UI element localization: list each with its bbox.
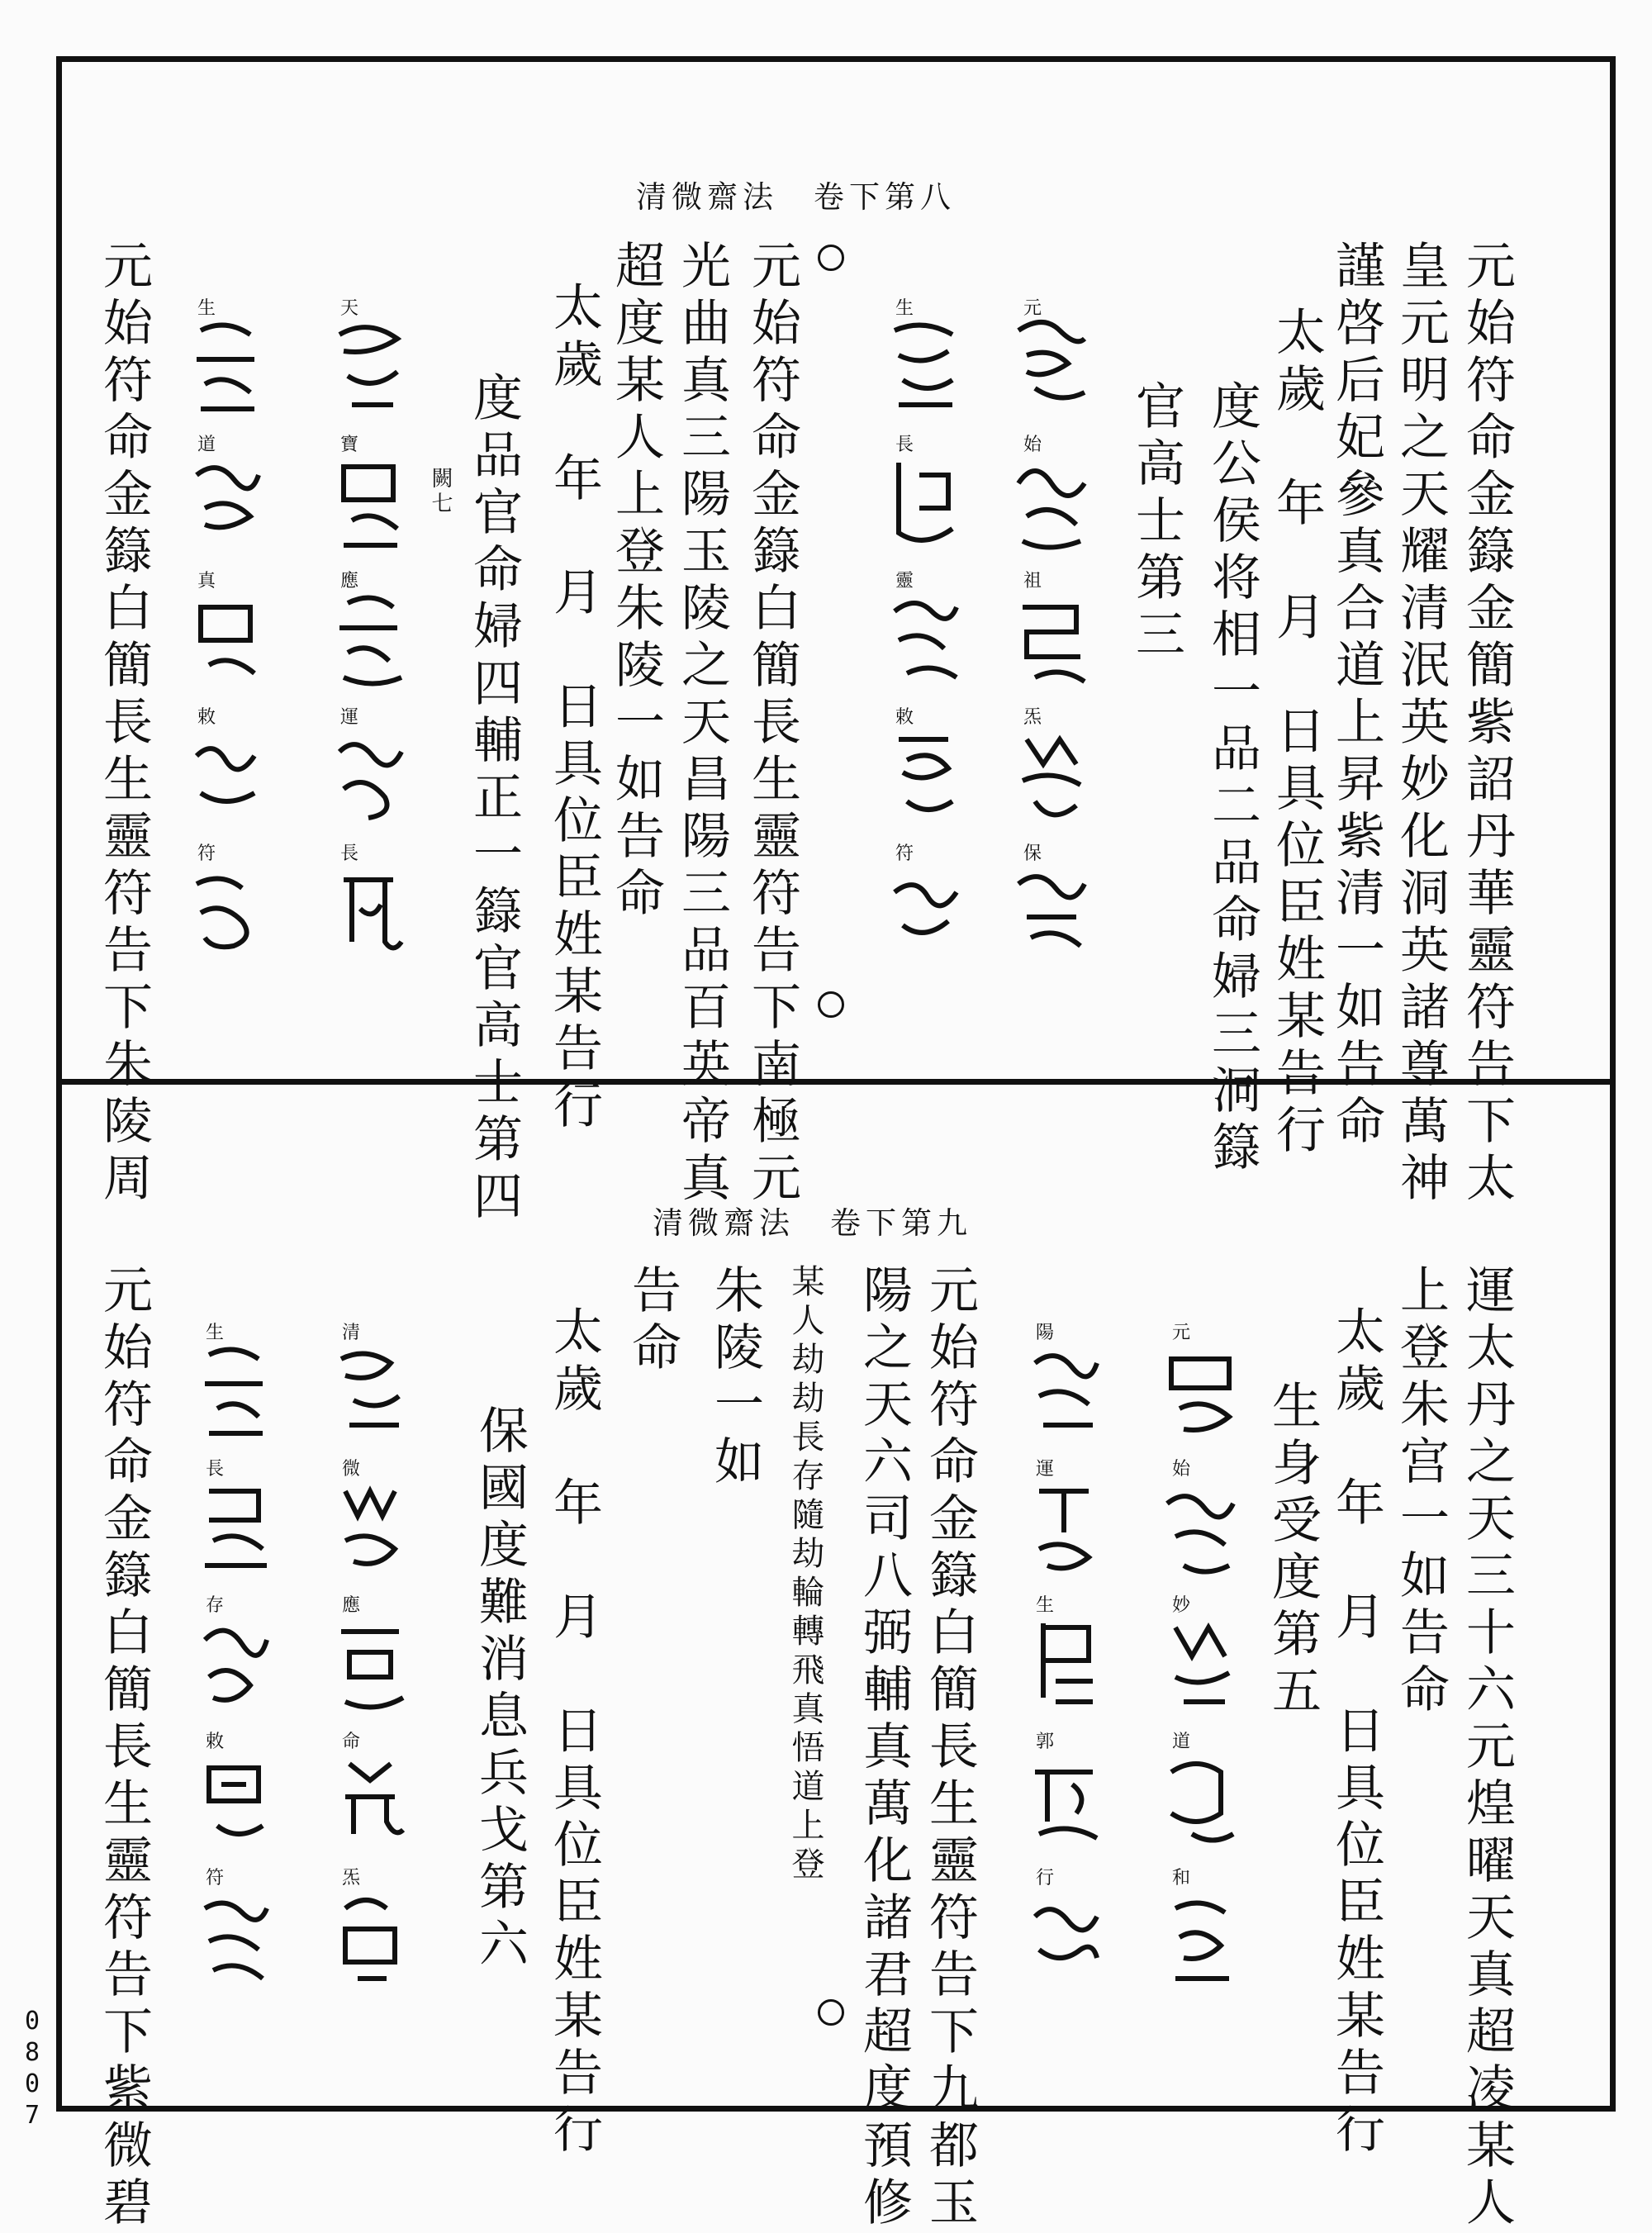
seal-glyph: 妙 [1144,1594,1251,1731]
top-column-2: 皇元明之天耀清泯英妙化洞英諸尊萬神 [1392,240,1450,1209]
seal-glyph: 生 [1008,1594,1115,1731]
seal-glyph: 保 [995,843,1103,979]
seal-glyph: 道 [1144,1731,1251,1867]
seal-glyph: 寶 [312,434,420,570]
seal-glyph: 靈 [867,570,975,706]
seal-glyph: 應 [312,570,420,706]
top-column-5: 度公侯将相一品二品命婦三洞籙 [1203,380,1261,1178]
seal-glyph: 道 [169,434,277,570]
bottom-column-10: 太歲 年 月 日具位臣姓某告行 [545,1305,603,2160]
seal-glyph: 郭 [1008,1731,1115,1867]
seal-glyph: 陽 [1008,1322,1115,1458]
page-number: 0 8 0 7 [24,2007,40,2130]
seal-glyph: 生 [169,297,277,434]
seal-glyph: 符 [169,843,277,979]
seal-glyph: 長 [867,434,975,570]
seal-glyph: 清 [314,1322,421,1458]
circle-mark [818,1999,844,2026]
bottom-page-header: 清微齋法 卷下第九 [653,1205,972,1241]
top-page-header: 清微齋法 卷下第八 [636,179,956,215]
top-seal-column-4 [169,297,277,979]
top-column-3: 謹啓后妃參真合道上昇紫清一如告命 [1327,240,1385,1152]
seal-glyph: 符 [178,1867,285,2003]
top-column-4: 太歲 年 月 日具位臣姓某告行 [1268,306,1326,1161]
bottom-seal-column-2 [1008,1322,1115,2003]
bottom-column-7: 某人劫劫長存隨劫輪轉飛真悟道上登 [786,1264,824,1885]
top-seal-column-1 [995,297,1103,979]
top-note: 闕七 [428,467,453,516]
seal-glyph: 命 [314,1731,421,1867]
top-column-10: 太歲 年 月 日具位臣姓某告行 [545,281,603,1136]
bottom-seal-column-3 [314,1322,421,2003]
top-seal-column-2 [867,297,975,979]
bottom-column-4: 生身受度第五 [1264,1380,1322,1722]
bottom-column-12: 元始符命金籙白簡長生靈符告下紫微碧 [95,1264,153,2233]
seal-glyph: 和 [1144,1867,1251,2003]
seal-glyph: 真 [169,570,277,706]
seal-glyph: 炁 [314,1867,421,2003]
circle-mark [818,991,844,1018]
seal-glyph: 生 [178,1322,285,1458]
bottom-column-1: 運太丹之天三十六元煌曜天真超凌某人 [1458,1264,1516,2233]
bottom-column-11: 保國度難消息兵戈第六 [471,1404,529,1974]
seal-glyph: 符 [867,843,975,979]
seal-glyph: 應 [314,1594,421,1731]
top-column-8: 光曲真三陽玉陵之天昌陽三品百英帝真 [673,240,731,1209]
seal-glyph: 元 [995,297,1103,434]
seal-glyph: 運 [312,706,420,843]
bottom-column-9: 告命 [624,1264,681,1378]
seal-glyph: 長 [178,1458,285,1594]
top-column-1: 元始符命金籙金簡紫詔丹華靈符告下太 [1458,240,1516,1209]
seal-glyph: 生 [867,297,975,434]
bottom-seal-column-4 [178,1322,285,2003]
circle-mark [818,245,844,271]
seal-glyph: 敕 [178,1731,285,1867]
seal-glyph: 長 [312,843,420,979]
top-column-12: 元始符命金籙白簡長生靈符告下朱陵周 [95,240,153,1209]
seal-glyph: 存 [178,1594,285,1731]
seal-glyph: 天 [312,297,420,434]
top-column-6: 官高士第三 [1127,380,1185,665]
seal-glyph: 行 [1008,1867,1115,2003]
seal-glyph: 祖 [995,570,1103,706]
seal-glyph: 敕 [169,706,277,843]
seal-glyph: 敕 [867,706,975,843]
top-column-9: 超度某人上登朱陵一如告命 [607,240,665,924]
top-column-11: 度品官命婦四輔正一籙官高士第四 [465,372,523,1227]
bottom-seal-column-1 [1144,1322,1251,2003]
seal-glyph: 始 [995,434,1103,570]
bottom-column-6: 陽之天六司八弼輔真萬化諸君超度預修 [855,1264,913,2233]
bottom-column-5: 元始符命金籙白簡長生靈符告下九都玉 [921,1264,979,2233]
top-column-7: 元始符命金籙白簡長生靈符告下南極元 [743,240,801,1209]
seal-glyph: 運 [1008,1458,1115,1594]
seal-glyph: 微 [314,1458,421,1594]
bottom-column-8: 朱陵一如 [706,1264,764,1492]
seal-glyph: 炁 [995,706,1103,843]
seal-glyph: 元 [1144,1322,1251,1458]
seal-glyph: 始 [1144,1458,1251,1594]
bottom-column-3: 太歲 年 月 日具位臣姓某告行 [1327,1305,1385,2160]
bottom-column-2: 上登朱宫一如告命 [1392,1264,1450,1720]
top-seal-column-3 [312,297,420,979]
